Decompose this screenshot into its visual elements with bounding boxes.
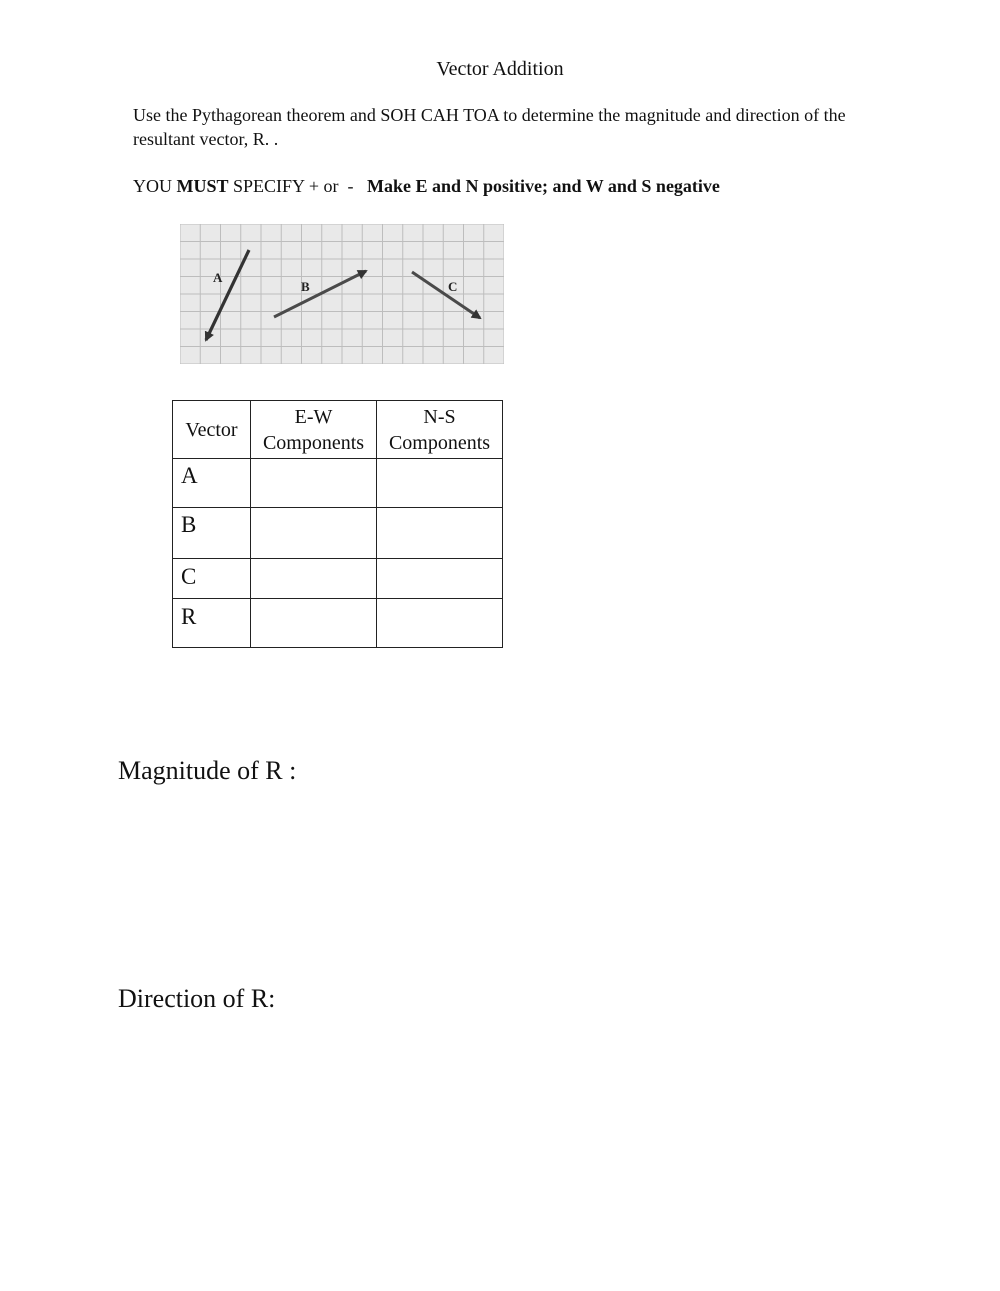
cell-r-ns[interactable] xyxy=(377,599,503,648)
cell-r-ew[interactable] xyxy=(251,599,377,648)
vector-a-arrow xyxy=(206,250,249,340)
row-vector-a: A xyxy=(173,459,251,508)
direction-label xyxy=(118,984,275,1014)
header-ew-components xyxy=(251,401,377,459)
vector-a-label: A xyxy=(213,270,223,285)
cell-b-ew[interactable] xyxy=(251,508,377,559)
direction-label-text: Direction of R: xyxy=(118,984,276,1013)
row-vector-r: R xyxy=(173,599,251,648)
cell-a-ns[interactable] xyxy=(377,459,503,508)
instructions-text: Use the Pythagorean theorem and SOH CAH TOA to determine the magnitude and direction of the resultant vector, R. . xyxy=(133,105,846,149)
sign-rule-middle: SPECIFY + or - xyxy=(228,176,368,196)
magnitude-label xyxy=(118,756,296,786)
cell-c-ns[interactable] xyxy=(377,559,503,599)
vector-grid-svg xyxy=(180,224,504,364)
cell-b-ns[interactable] xyxy=(377,508,503,559)
components-table xyxy=(172,400,503,648)
row-vector-c: C xyxy=(173,559,251,599)
header-vector: Vector xyxy=(173,401,251,459)
table-row xyxy=(173,459,503,508)
vector-c-label: C xyxy=(448,279,458,294)
table-row xyxy=(173,559,503,599)
cell-c-ew[interactable] xyxy=(251,559,377,599)
sign-rule-must: MUST xyxy=(176,176,229,196)
table-row xyxy=(173,599,503,648)
table-header-row xyxy=(173,401,503,459)
vector-b-label: B xyxy=(301,279,310,294)
cell-a-ew[interactable] xyxy=(251,459,377,508)
header-ns-line1: N-S xyxy=(423,405,456,428)
header-ns-components xyxy=(377,401,503,459)
sign-rule-prefix: YOU xyxy=(133,176,177,196)
sign-convention-text xyxy=(133,176,720,197)
header-ns-line2: Components xyxy=(388,431,491,454)
header-ew-line1: E-W xyxy=(294,405,333,428)
magnitude-label-text: Magnitude of R : xyxy=(118,756,297,785)
sign-rule-statement: Make E and N positive; and W and S negative xyxy=(367,176,720,196)
worksheet-title: Vector Addition xyxy=(436,58,564,80)
table-row xyxy=(173,508,503,559)
header-ew-line2: Components xyxy=(262,431,365,454)
row-vector-b: B xyxy=(173,508,251,559)
vector-grid-figure xyxy=(180,224,504,364)
